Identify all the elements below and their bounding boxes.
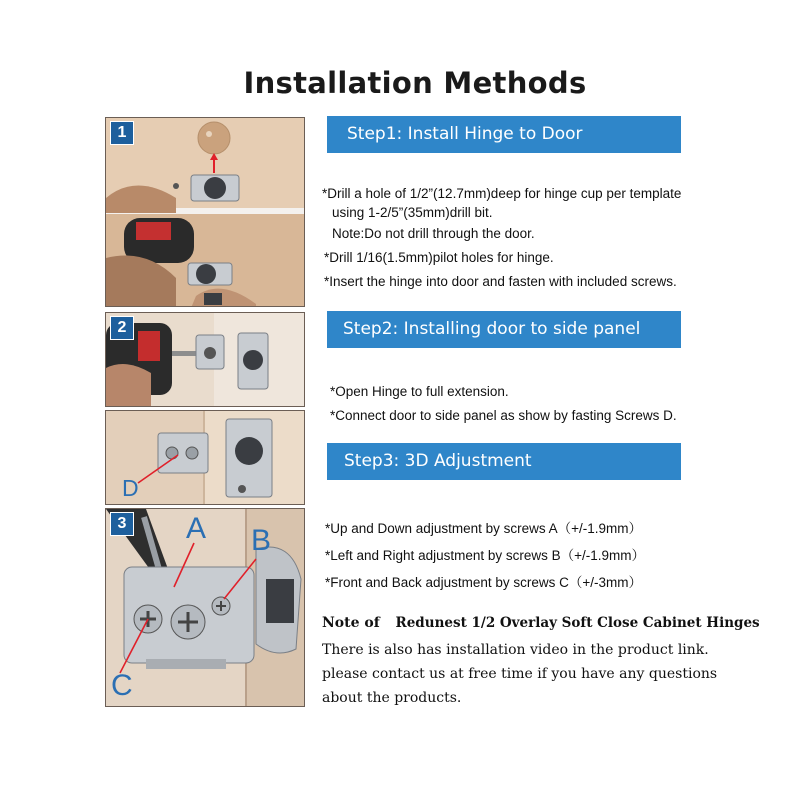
step2-banner: Step2: Installing door to side panel bbox=[327, 311, 681, 348]
step2-line-1: *Open Hinge to full extension. bbox=[330, 384, 509, 399]
step2-number-badge: 2 bbox=[110, 316, 134, 340]
label-b: B bbox=[251, 524, 272, 557]
step1-line-3: Note:Do not drill through the door. bbox=[332, 226, 535, 241]
label-c: C bbox=[111, 669, 133, 702]
step1-line-4: *Drill 1/16(1.5mm)pilot holes for hinge. bbox=[324, 250, 554, 265]
step2-photo bbox=[105, 312, 305, 407]
step3-number-badge: 3 bbox=[110, 512, 134, 536]
note-prefix: Note of bbox=[322, 615, 380, 631]
label-a: A bbox=[186, 512, 207, 545]
step3-line-1: *Up and Down adjustment by screws A（+/-1.9mm） bbox=[325, 521, 642, 536]
note-product-name: Redunest 1/2 Overlay Soft Close Cabinet Hinges bbox=[395, 615, 760, 631]
label-d: D bbox=[122, 475, 139, 501]
note-line-2: please contact us at free time if you have any questions bbox=[322, 666, 718, 682]
step1-banner: Step1: Install Hinge to Door bbox=[327, 116, 681, 153]
step3-line-3: *Front and Back adjustment by screws C（+/-3mm） bbox=[325, 575, 642, 590]
step2-line-2: *Connect door to side panel as show by fasting Screws D. bbox=[330, 408, 677, 423]
note-heading bbox=[322, 615, 760, 631]
page-title: Installation Methods bbox=[243, 66, 587, 100]
step3-line-2: *Left and Right adjustment by screws B（+/-1.9mm） bbox=[325, 548, 646, 563]
step3-banner: Step3: 3D Adjustment bbox=[327, 443, 681, 480]
step1-line-1: *Drill a hole of 1/2”(12.7mm)deep for hinge cup per template bbox=[322, 186, 682, 201]
step1-line-2: using 1-2/5”(35mm)drill bit. bbox=[332, 205, 493, 220]
step3-photo bbox=[105, 508, 305, 707]
note-line-1: There is also has installation video in the product link. bbox=[322, 642, 709, 658]
note-line-3: about the products. bbox=[322, 690, 462, 706]
step1-number-badge: 1 bbox=[110, 121, 134, 145]
step2-detail-photo bbox=[105, 410, 305, 505]
step1-line-5: *Insert the hinge into door and fasten with included screws. bbox=[324, 274, 677, 289]
step1-photo bbox=[105, 117, 305, 307]
